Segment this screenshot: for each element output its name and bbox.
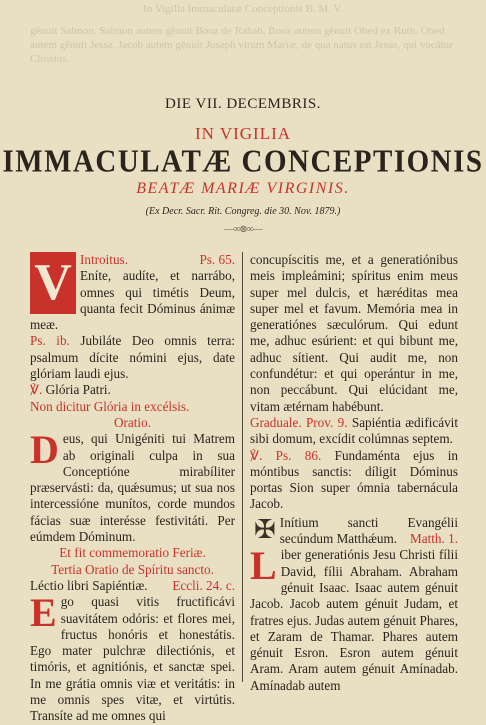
introit-ref: Ps. 65. xyxy=(199,252,235,267)
bleed-through-text: gênuit Salmon. Salmon autem gênuit Booz de Rahab. Booz autem gênuit Obed ex Ruth. Obed autem gênuit Jesse. Jacob autem gênuit Joseph virum Maríæ, de qua natus est Jesus, qui vocátur Christus. xyxy=(30,25,453,65)
oratio-paragraph xyxy=(30,427,235,545)
column-divider xyxy=(242,252,243,682)
psalm-text: Jubiláte Deo omnis terra: psalmum dícite nómini ejus, date glóriam laudi ejus. xyxy=(30,333,235,382)
oratio-initial: D xyxy=(30,427,59,473)
graduale-text: Sapiéntia ædificávit sibi domum, excídit colúmnas septem. xyxy=(250,414,458,447)
lectio-label: Léctio libri Sapiéntiæ. xyxy=(30,577,148,593)
day-heading: DIE VII. DECEMBRIS. xyxy=(165,96,321,112)
gospel-text: iber generatiónis Jesu Christi fílii David, fílii Abraham. Abraham génuit Isaac. Isaac autem génuit Jacob. Jacob autem génuit Judam, et fratres ejus. Judas autem génuit Phares, et Zaram de Thamar. Phares autem génuit Esron. Esron autem génuit Aram. Aram autem génuit Amínadab. Amínadab autem xyxy=(250,547,458,693)
graduale-paragraph xyxy=(250,415,458,448)
matthew-ref: Matth. 1. xyxy=(410,531,458,547)
lectio-ref: Eccli. 24. c. xyxy=(172,577,235,593)
ornament-divider: —∞⊗∞— xyxy=(224,224,262,235)
decree-note: (Ex Decr. Sacr. Rit. Congreg. die 30. Nov. 1879.) xyxy=(145,206,341,217)
versicle-paragraph xyxy=(250,448,458,513)
lectio-continuation: concupíscitis me, et a generatiónibus meis impleámini; spíritus enim meus super mel dulcis, et hæréditas mea super mel et favum. Memória mea in generatiónes sæculórum. Qui edunt me, adhuc esúrient: et qui bibunt me, adhuc sítient. Qui audit me, non confundétur: et qui operántur in me, non peccábunt. Qui elúcidant me, vitam ætérnam habébunt. xyxy=(250,252,458,414)
versicle-mark: ℣. xyxy=(30,382,43,398)
gloria-line xyxy=(30,382,235,398)
right-column xyxy=(250,252,458,694)
vigil-heading: IN VIGILIA xyxy=(194,124,292,143)
introit-label: Introitus. xyxy=(80,252,128,267)
oratio-heading: Oratio. xyxy=(114,414,151,430)
psalm-paragraph xyxy=(30,333,235,382)
lectio-text: go quasi vitis fructificávi suavitátem odóris: et flores mei, fructus honóris et honestátis. Ego mater pulchræ dilectiónis, et timóris, et agnitiónis, et sanctæ spei. In me grátia omnis viæ et veritátis: in me omnis spes vitæ, et virtútis. Transíte ad me omnes qui xyxy=(30,594,235,724)
commemoratio-line: Et fit commemoratio Feriæ. xyxy=(59,545,206,561)
oratio-text: eus, qui Unigéniti tui Matrem ab originali culpa in sua Conceptióne mirabíliter præservásti: da, quǽsumus; ut sua nos intercessióne munítos, corde mundos fácias suæ interésse festivitáti. Per eúmdem Dóminum. xyxy=(30,431,235,545)
lectio-header xyxy=(30,578,235,594)
tertia-oratio-line: Tertia Oratio de Spíritu sancto. xyxy=(51,561,214,577)
versicle-psalm-label: ℣. Ps. 86. xyxy=(250,447,322,463)
gospel-header xyxy=(250,515,458,548)
versicle-psalm-text: Fundaménta ejus in móntibus sanctis: díligit Dóminus portas Sion super ómnia tabernácula Jacob. xyxy=(250,447,458,512)
left-column xyxy=(30,252,235,725)
bleed-through-header: In Vigilia Immaculatæ Conceptionis B. M. V. xyxy=(143,3,343,15)
lectio-initial: E xyxy=(30,590,57,636)
non-dicitur-line: Non dicitur Glória in excélsis. xyxy=(30,398,190,414)
graduale-label: Graduale. Prov. 9. xyxy=(250,414,348,430)
gloria-text: Glória Patri. xyxy=(45,382,111,398)
introit-initial: V xyxy=(30,252,76,314)
cross-icon: ✠ xyxy=(254,514,276,544)
page-subtitle: BEATÆ MARIÆ VIRGINIS. xyxy=(136,180,350,197)
gospel-paragraph xyxy=(250,543,458,694)
gospel-initial: L xyxy=(250,543,277,589)
initium-text: Inítium sancti Evangélii secúndum Matthǽum. xyxy=(279,514,458,547)
introit-text: Eníte, audíte, et narrábo, omnes qui timétis Deum, quanta fecit Dóminus ánimæ meæ. xyxy=(30,268,235,333)
page-title: IMMACULATÆ CONCEPTIONIS xyxy=(2,144,484,180)
lectio-paragraph xyxy=(30,590,235,724)
psalm-ref: Ps. ib. xyxy=(30,333,70,349)
